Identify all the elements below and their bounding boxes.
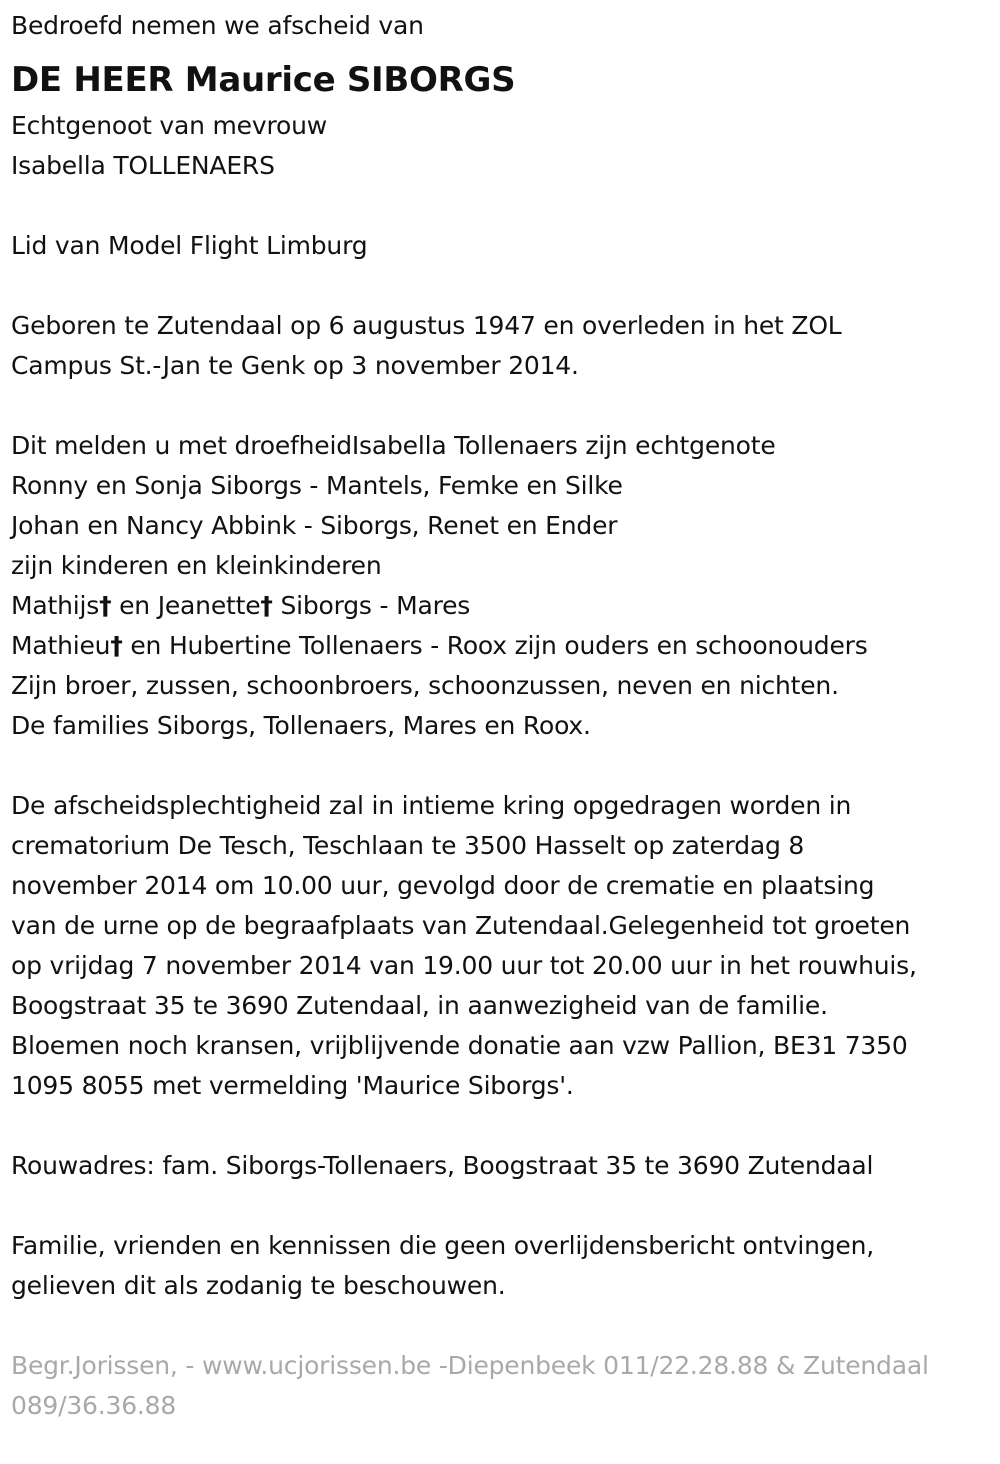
ceremony-line-8: 1095 8055 met vermelding 'Maurice Siborgs'. bbox=[11, 1071, 574, 1100]
spacer bbox=[11, 266, 991, 306]
family-line-1: Dit melden u met droefheidIsabella Tollenaers zijn echtgenote bbox=[11, 431, 776, 460]
obituary-document bbox=[11, 6, 991, 1426]
condolence-address: Rouwadres: fam. Siborgs-Tollenaers, Boogstraat 35 te 3690 Zutendaal bbox=[11, 1151, 874, 1180]
family-line-8: De families Siborgs, Tollenaers, Mares en Roox. bbox=[11, 711, 591, 740]
birth-death-line-1: Geboren te Zutendaal op 6 augustus 1947 en overleden in het ZOL bbox=[11, 311, 842, 340]
family-line-4: zijn kinderen en kleinkinderen bbox=[11, 551, 382, 580]
funeral-home-footer-line-1: Begr.Jorissen, - www.ucjorissen.be -Diepenbeek 011/22.28.88 & Zutendaal bbox=[11, 1351, 929, 1380]
cross-icon: † bbox=[99, 591, 112, 620]
family-line-3: Johan en Nancy Abbink - Siborgs, Renet en Ender bbox=[11, 511, 618, 540]
family-line-5 bbox=[11, 586, 991, 626]
intro-text: Bedroefd nemen we afscheid van bbox=[11, 11, 424, 40]
funeral-home-footer-line-2: 089/36.36.88 bbox=[11, 1391, 177, 1420]
family-line-7: Zijn broer, zussen, schoonbroers, schoonzussen, neven en nichten. bbox=[11, 671, 839, 700]
ceremony-line-3: november 2014 om 10.00 uur, gevolgd door de crematie en plaatsing bbox=[11, 871, 875, 900]
spacer bbox=[11, 1186, 991, 1226]
spacer bbox=[11, 1306, 991, 1346]
family-line-5-part-b: en Jeanette bbox=[111, 591, 261, 620]
spouse-line-2: Isabella TOLLENAERS bbox=[11, 151, 275, 180]
notice-line-1: Familie, vrienden en kennissen die geen overlijdensbericht ontvingen, bbox=[11, 1231, 875, 1260]
family-line-2: Ronny en Sonja Siborgs - Mantels, Femke en Silke bbox=[11, 471, 623, 500]
ceremony-line-2: crematorium De Tesch, Teschlaan te 3500 Hasselt op zaterdag 8 bbox=[11, 831, 805, 860]
ceremony-line-1: De afscheidsplechtigheid zal in intieme kring opgedragen worden in bbox=[11, 791, 852, 820]
spacer bbox=[11, 186, 991, 226]
spacer bbox=[11, 746, 991, 786]
deceased-name: DE HEER Maurice SIBORGS bbox=[11, 60, 516, 100]
ceremony-line-6: Boogstraat 35 te 3690 Zutendaal, in aanwezigheid van de familie. bbox=[11, 991, 828, 1020]
family-line-5-part-c: Siborgs - Mares bbox=[272, 591, 471, 620]
family-line-6-part-a: Mathieu bbox=[11, 631, 111, 660]
family-line-6 bbox=[11, 626, 991, 666]
ceremony-line-4: van de urne op de begraafplaats van Zutendaal.Gelegenheid tot groeten bbox=[11, 911, 911, 940]
spacer bbox=[11, 1106, 991, 1146]
cross-icon: † bbox=[110, 631, 123, 660]
ceremony-line-7: Bloemen noch kransen, vrijblijvende donatie aan vzw Pallion, BE31 7350 bbox=[11, 1031, 908, 1060]
ceremony-line-5: op vrijdag 7 november 2014 van 19.00 uur tot 20.00 uur in het rouwhuis, bbox=[11, 951, 917, 980]
family-line-5-part-a: Mathijs bbox=[11, 591, 100, 620]
spouse-line-1: Echtgenoot van mevrouw bbox=[11, 111, 327, 140]
membership-text: Lid van Model Flight Limburg bbox=[11, 231, 368, 260]
spacer bbox=[11, 386, 991, 426]
birth-death-line-2: Campus St.-Jan te Genk op 3 november 2014. bbox=[11, 351, 579, 380]
family-line-6-part-b: en Hubertine Tollenaers - Roox zijn ouders en schoonouders bbox=[122, 631, 868, 660]
notice-line-2: gelieven dit als zodanig te beschouwen. bbox=[11, 1271, 506, 1300]
cross-icon: † bbox=[260, 591, 273, 620]
